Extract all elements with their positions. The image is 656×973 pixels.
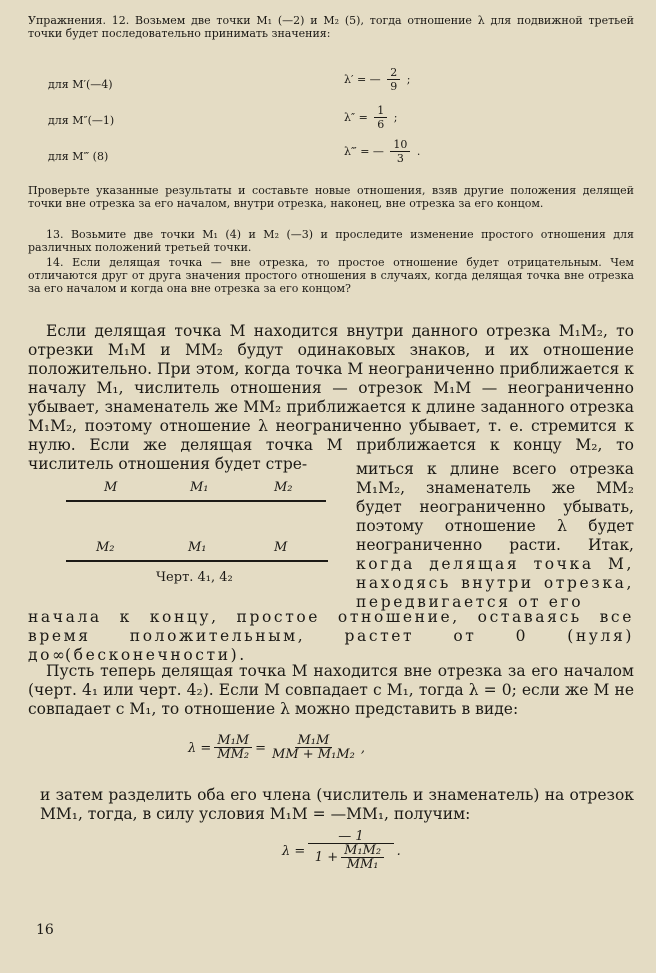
row-label: для M‴ (8) — [48, 150, 109, 163]
figure-caption: Черт. 4₁, 4₂ — [156, 570, 233, 585]
point-label: M — [274, 540, 288, 555]
exercise-12-intro: Упражнения. 12. Возьмем две точки M₁ (—2) и M₂ (5), тогда отношение λ для подвижной третьей точки будет последовательно принимать значения: — [28, 14, 634, 40]
paragraph-outside-segment: Пусть теперь делящая точка M находится вне отрезка за его началом (черт. 4₁ или черт. 4₂). Если M совпадает с M₁, тогда λ = 0; если же M не совпадает с M₁, то отношение λ можно представить в виде: — [28, 662, 634, 718]
exercise-13: 13. Возьмите две точки M₁ (4) и M₂ (—3) и проследите изменение простого отношения для различных положений третьей точки. — [28, 228, 634, 254]
row-label: для M″(—1) — [48, 114, 115, 127]
point-label: M₁ — [188, 540, 207, 555]
row-label: для M′(—4) — [48, 78, 113, 91]
spaced-conclusion: начала к концу, простое отношение, оставаясь все время положительным, растет от 0 (нуля) до∞(бесконечности). — [28, 608, 634, 664]
paragraph-divide: и затем разделить оба его члена (числитель и знаменатель) на отрезок MM₁, тогда, в силу условия M₁M = —MM₁, получим: — [40, 786, 634, 823]
formula-ratio-reduced: λ = — 1 1 + $\frac{\text{M₁M₂}}{\text{MM₁}}$ . — [282, 829, 401, 872]
paragraph-inside-segment: Если делящая точка M находится внутри данного отрезка M₁M₂, то отрезки M₁M и MM₂ будут одинаковых знаков, и их отношение положительно. При этом, когда точка M неограниченно приближается к началу M₁, числитель отношения — отрезок M₁M — неограниченно убывает, знаменатель же MM₂ приближается к длине заданного отрезка M₁M₂, поэтому отношение λ неограниченно убывает, т. е. стремится к нулю. Если же делящая точка M приближается к концу M₂, то числитель отношения будет стре- — [28, 322, 634, 473]
point-label: M — [104, 480, 118, 495]
exercise-14: 14. Если делящая точка — вне отрезка, то простое отношение будет отрицательным. Чем отличаются друг от друга значения простого отношения в случаях, когда делящая точка вне отрезка за его началом и когда она вне отрезка за его концом? — [28, 256, 634, 295]
ratio-value: λ‴ = — $\frac{10}{3}$ . — [344, 138, 421, 165]
segment-line — [66, 560, 328, 562]
formula-ratio: λ = $\frac{\text{M₁M}}{\text{MM₂}}$ = $\frac{\text{M₁M}}{\text{MM + M₁M₂}}$ , — [188, 733, 365, 762]
ratio-value: λ′ = — $\frac{2}{9}$ ; — [344, 66, 411, 93]
check-instruction: Проверьте указанные результаты и составьте новые отношения, взяв другие положения делящей точки вне отрезка за его началом, внутри отрезка, наконец, вне отрезка за его концом. — [28, 184, 634, 210]
side-column-text: миться к длине всего отрезка M₁M₂, знаменатель же MM₂ будет неограниченно убывать, поэтому отношение λ будет неограниченно расти. Итак, когда делящая точка M, находясь внутри отрезка, передвигается от его — [356, 460, 634, 611]
ratio-value: λ″ = $\frac{1}{6}$ ; — [344, 104, 398, 131]
point-label: M₁ — [190, 480, 209, 495]
page-number: 16 — [36, 922, 54, 938]
segment-line — [66, 500, 326, 502]
point-label: M₂ — [274, 480, 293, 495]
point-label: M₂ — [96, 540, 115, 555]
